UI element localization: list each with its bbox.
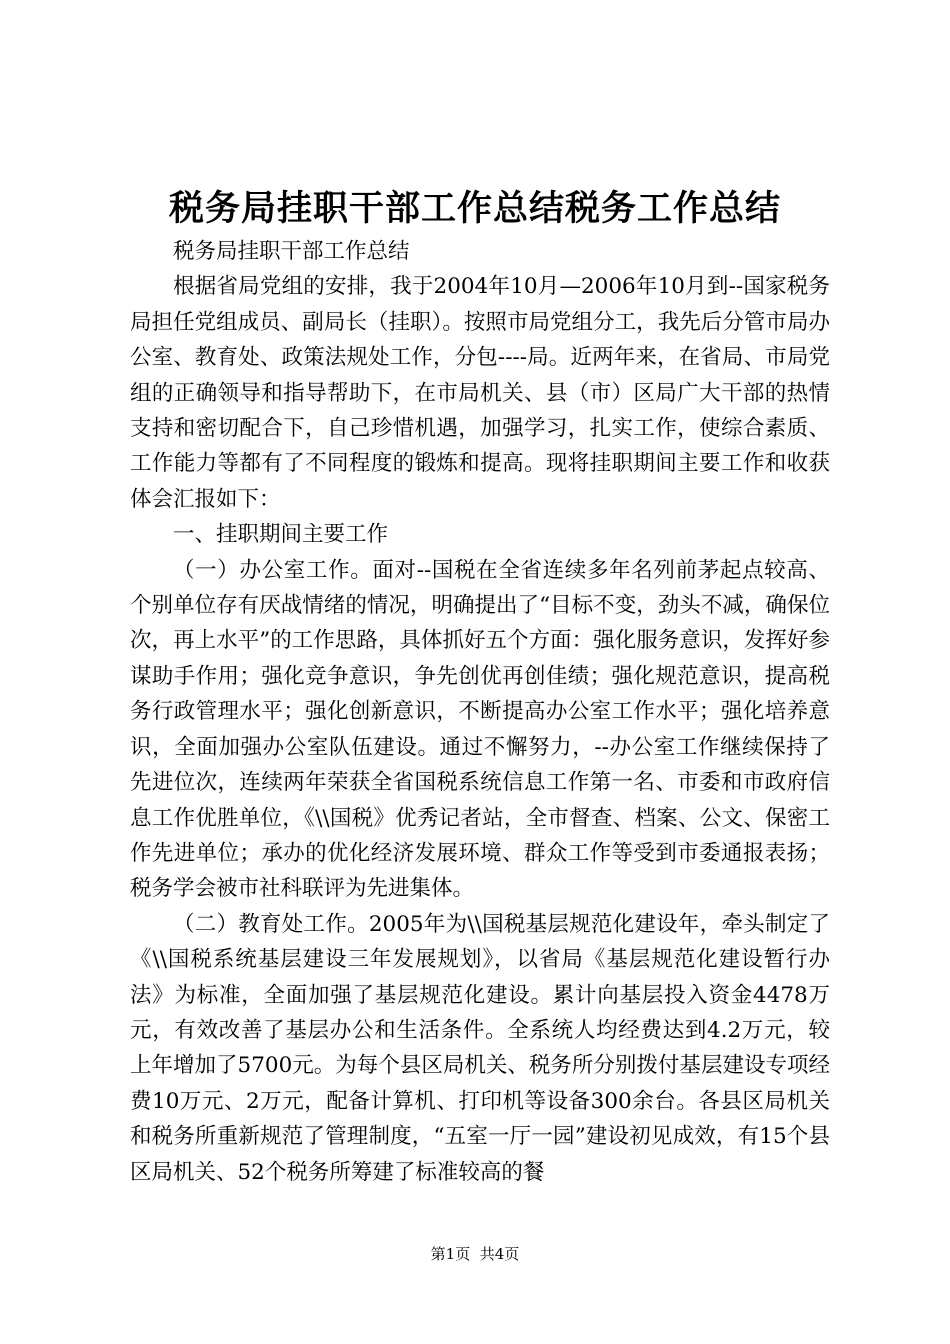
section-heading: 一、挂职期间主要工作 <box>173 522 389 548</box>
page-number: 第1页 <box>430 1245 471 1263</box>
document-title: 税务局挂职干部工作总结税务工作总结 <box>168 188 781 229</box>
office-work-paragraph: （一）办公室工作。面对--国税在全省连续多年名列前茅起点较高、个别单位存有厌战情绪的情况，明确提出了“目标不变，劲头不减，确保位次，再上水平”的工作思路，具体抓好五个方面：强化服务意识，发挥好参谋助手作用；强化竞争意识，争先创优再创佳绩；强化规范意识，提高税务行政管理水平；强化创新意识，不断提高办公室工作水平；强化培养意识，全面加强办公室队伍建设。通过不懈努力，--办公室工作继续保持了先进位次，连续两年荣获全省国税系统信息工作第一名、市委和市政府信息工作优胜单位，《\\国税》优秀记者站，全市督查、档案、公文、保密工作先进单位；承办的优化经济发展环境、群众工作等受到市委通报表扬；税务学会被市社科联评为先进集体。 <box>130 557 830 902</box>
intro-paragraph: 根据省局党组的安排，我于2004年10月—2006年10月到--国家税务局担任党组成员、副局长（挂职）。按照市局党组分工，我先后分管市局办公室、教育处、政策法规处工作，分包----局。近两年来，在省局、市局党组的正确领导和指导帮助下，在市局机关、县（市）区局广大干部的热情支持和密切配合下，自己珍惜机遇，加强学习，扎实工作，使综合素质、工作能力等都有了不同程度的锻炼和提高。现将挂职期间主要工作和收获体会汇报如下： <box>130 274 830 512</box>
page-footer <box>0 1244 950 1264</box>
education-work-paragraph: （二）教育处工作。2005年为\\国税基层规范化建设年，牵头制定了《\\国税系统基层建设三年发展规划》，以省局《基层规范化建设暂行办法》为标准，全面加强了基层规范化建设。累计向基层投入资金4478万元，有效改善了基层办公和生活条件。全系统人均经费达到4.2万元，较上年增加了5700元。为每个县区局机关、税务所分别拨付基层建设专项经费10万元、2万元，配备计算机、打印机等设备300余台。各县区局机关和税务所重新规范了管理制度，“五室一厅一园”建设初见成效，有15个县区局机关、52个税务所筹建了标准较高的餐 <box>130 911 830 1185</box>
page-total: 共4页 <box>479 1245 520 1263</box>
subtitle-paragraph: 税务局挂职干部工作总结 <box>173 239 410 264</box>
document-body <box>130 234 830 1190</box>
